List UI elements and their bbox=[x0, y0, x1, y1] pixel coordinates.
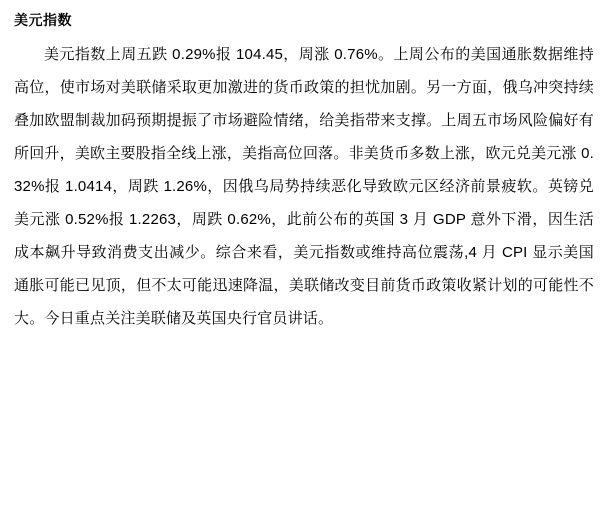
body-paragraph: 美元指数上周五跌 0.29%报 104.45，周涨 0.76%。上周公布的美国通胀数据维持高位，使市场对美联储采取更加激进的货币政策的担忧加剧。另一方面，俄乌冲突持续叠加欧盟制裁加码预期提振了市场避险情绪，给美指带来支撑。上周五市场风险偏好有所回升，美欧主要股指全线上涨，美指高位回落。非美货币多数上涨，欧元兑美元涨 0.32%报 1.0414，周跌 1.26%，因俄乌局势持续恶化导致欧元区经济前景疲软。英镑兑美元涨 0.52%报 1.2263，周跌 0.62%，此前公布的英国 3 月 GDP 意外下滑，因生活成本飙升导致消费支出减少。综合来看，美元指数或维持高位震荡,4 月 CPI 显示美国通胀可能已见顶，但不太可能迅速降温，美联储改变目前货币政策收紧计划的可能性不大。今日重点关注美联储及英国央行官员讲话。 bbox=[14, 46, 594, 327]
page-title: 美元指数 bbox=[14, 12, 72, 28]
